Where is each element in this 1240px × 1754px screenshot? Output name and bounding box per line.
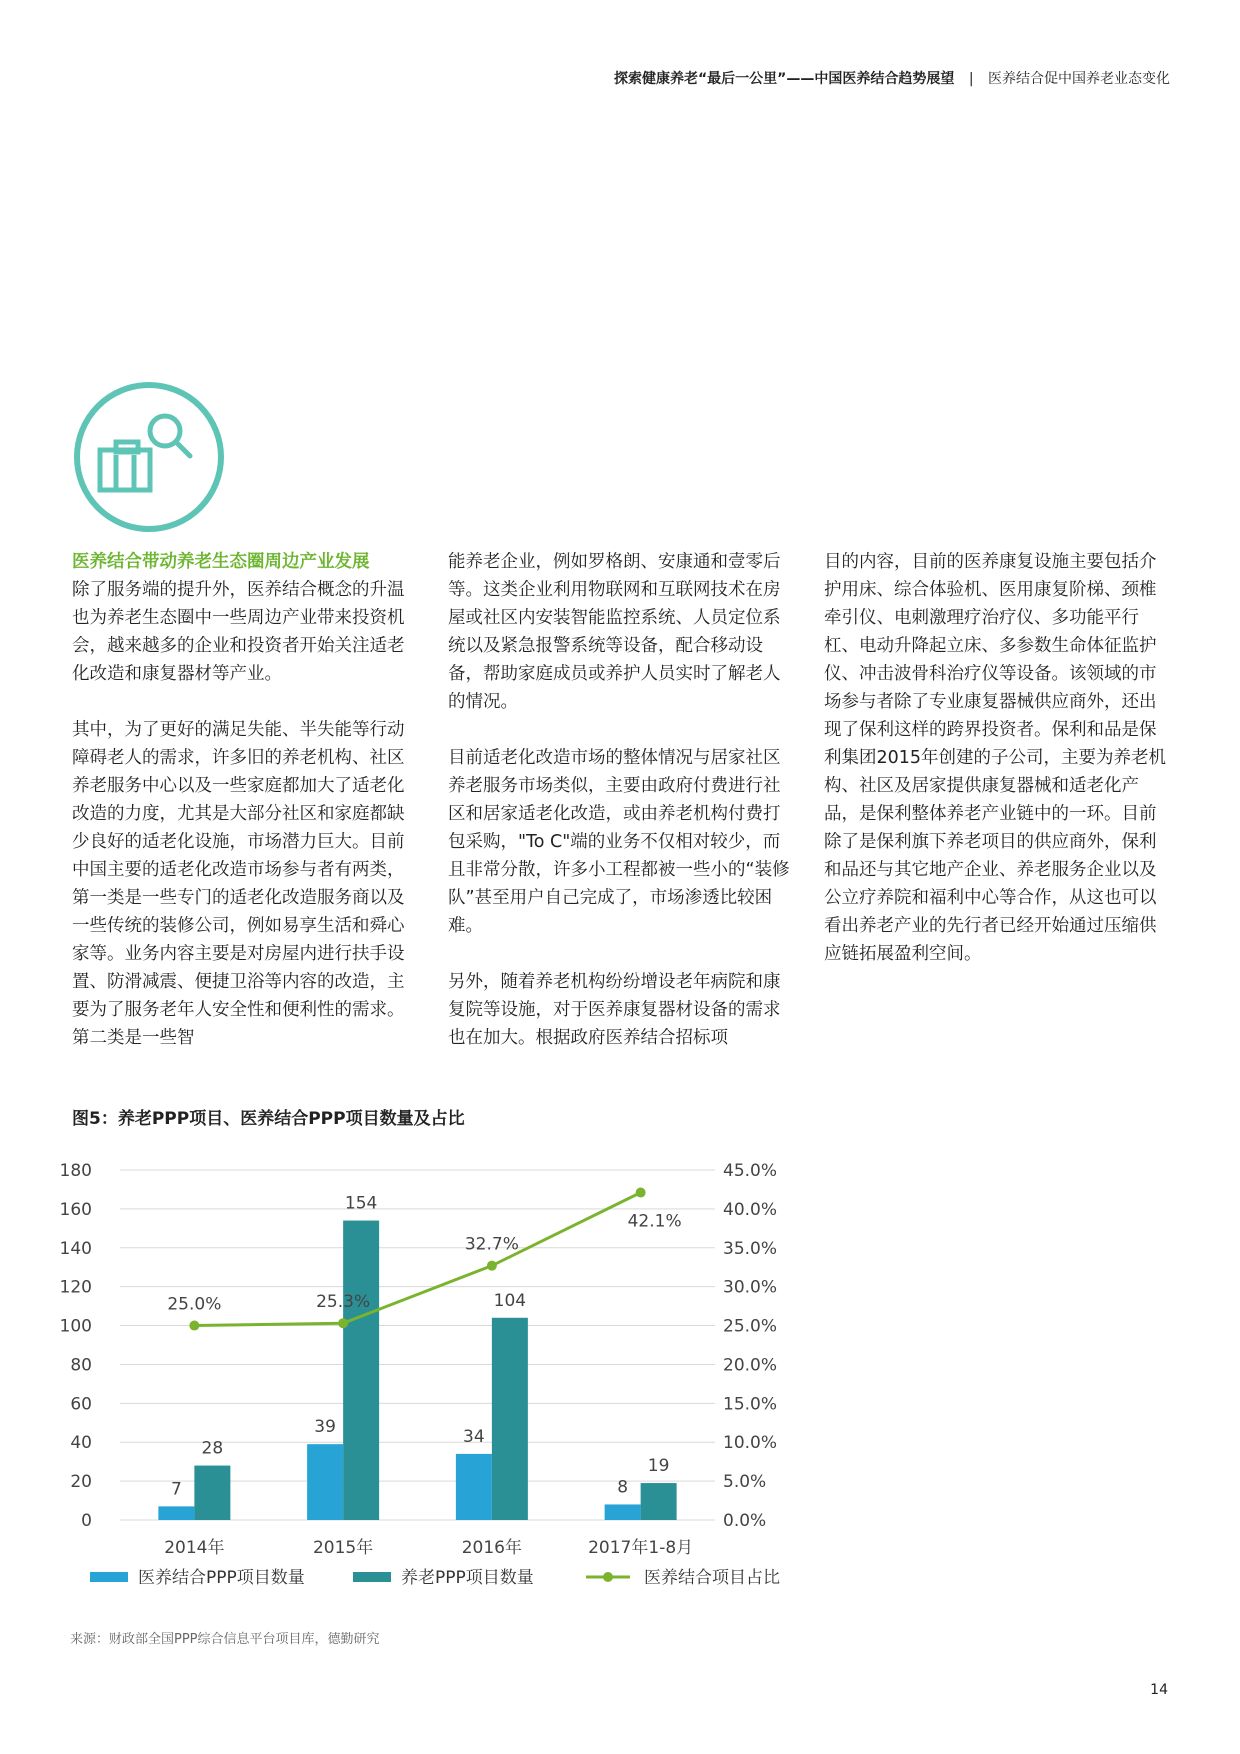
y-tick-label: 40	[70, 1433, 92, 1454]
ratio-data-label: 32.7%	[464, 1234, 519, 1255]
ratio-data-label: 25.0%	[167, 1294, 222, 1315]
y2-tick-label: 30.0%	[723, 1277, 778, 1298]
ratio-data-label: 25.3%	[316, 1292, 371, 1313]
x-tick-label: 2017年1-8月	[588, 1538, 694, 1558]
report-title: 探索健康养老“最后一公里”——中国医养结合趋势展望	[613, 71, 955, 87]
y-tick-label: 0	[81, 1511, 92, 1531]
paragraph: 目前适老化改造市场的整体情况与居家社区养老服务市场类似，主要由政府付费进行社区和居家适老化改造，或由养老机构付费打包采购，"To C"端的业务不仅相对较少，而且非常分散，许多小工程都被一些小的“装修队”甚至用户自己完成了，市场渗透比较困难。	[448, 748, 790, 936]
bar-data-label: 19	[647, 1456, 670, 1477]
search-building-icon	[72, 380, 226, 534]
bar-integrated	[158, 1506, 194, 1520]
bar-data-label: 104	[493, 1290, 527, 1311]
ratio-point	[338, 1318, 348, 1328]
y2-tick-label: 10.0%	[723, 1433, 778, 1454]
ratio-point	[487, 1261, 497, 1271]
paragraph: 除了服务端的提升外，医养结合概念的升温也为养老生态圈中一些周边产业带来投资机会，越来越多的企业和投资者开始关注适老化改造和康复器材等产业。	[72, 580, 405, 684]
y2-tick-label: 20.0%	[723, 1355, 778, 1376]
y-tick-label: 20	[70, 1472, 92, 1493]
legend-label: 医养结合项目占比	[644, 1568, 780, 1588]
bar-elderly	[492, 1318, 528, 1520]
text-column-2	[448, 548, 796, 1080]
bar-integrated	[456, 1454, 492, 1520]
y-tick-label: 100	[60, 1316, 92, 1337]
x-tick-label: 2014年	[164, 1538, 225, 1558]
source-note: 来源：财政部全国PPP综合信息平台项目库，德勤研究	[70, 1632, 380, 1647]
page-number: 14	[1150, 1682, 1168, 1698]
y-tick-label: 60	[70, 1394, 92, 1415]
y2-tick-label: 0.0%	[723, 1511, 767, 1531]
ratio-data-label: 42.1%	[627, 1211, 682, 1232]
text-column-3	[824, 548, 1172, 996]
bar-integrated	[307, 1444, 343, 1520]
legend-swatch	[353, 1572, 391, 1582]
bar-data-label: 8	[617, 1477, 629, 1498]
x-tick-label: 2015年	[312, 1538, 374, 1558]
y-tick-label: 120	[60, 1277, 92, 1298]
bar-data-label: 34	[463, 1426, 485, 1447]
y-tick-label: 140	[60, 1238, 92, 1259]
legend-swatch	[90, 1572, 128, 1582]
y2-tick-label: 45.0%	[723, 1161, 778, 1181]
legend-label: 养老PPP项目数量	[401, 1568, 534, 1588]
y2-tick-label: 25.0%	[723, 1316, 778, 1337]
bar-data-label: 39	[314, 1417, 336, 1438]
y-tick-label: 80	[70, 1355, 92, 1376]
legend-label: 医养结合PPP项目数量	[138, 1568, 305, 1588]
paragraph: 目的内容，目前的医养康复设施主要包括介护用床、综合体验机、医用康复阶梯、颈椎牵引仪、电刺激理疗治疗仪、多功能平行杠、电动升降起立床、多参数生命体征监护仪、冲击波骨科治疗仪等设备。该领域的市场参与者除了专业康复器械供应商外，还出现了保利这样的跨界投资者。保利和品是保利集团2015年创建的子公司，主要为养老机构、社区及居家提供康复器械和适老化产品，是保利整体养老产业链中的一环。目前除了是保利旗下养老项目的供应商外，保利和品还与其它地产企业、养老服务企业以及公立疗养院和福利中心等合作，从这也可以看出养老产业的先行者已经开始通过压缩供应链拓展盈利空间。	[824, 552, 1167, 964]
bar-data-label: 7	[170, 1479, 182, 1500]
paragraph: 另外，随着养老机构纷纷增设老年病院和康复院等设施，对于医养康复器材设备的需求也在加大。根据政府医养结合招标项	[448, 972, 781, 1048]
paragraph: 其中，为了更好的满足失能、半失能等行动障碍老人的需求，许多旧的养老机构、社区养老服务中心以及一些家庭都加大了适老化改造的力度，尤其是大部分社区和家庭都缺少良好的适老化设施，市场潜力巨大。目前中国主要的适老化改造市场参与者有两类，第一类是一些专门的适老化改造服务商以及一些传统的装修公司，例如易享生活和舜心家等。业务内容主要是对房屋内进行扶手设置、防滑减震、便捷卫浴等内容的改造，主要为了服务老年人安全性和便利性的需求。第二类是一些智	[72, 720, 405, 1048]
x-tick-label: 2016年	[461, 1538, 523, 1558]
bar-elderly	[343, 1221, 379, 1520]
y-tick-label: 180	[60, 1161, 92, 1181]
y2-tick-label: 5.0%	[723, 1472, 767, 1493]
page-header	[614, 68, 1170, 88]
ratio-point	[189, 1321, 199, 1331]
paragraph: 能养老企业，例如罗格朗、安康通和壹零后等。这类企业利用物联网和互联网技术在房屋或社区内安装智能监控系统、人员定位系统以及紧急报警系统等设备，配合移动设备，帮助家庭成员或养护人员实时了解老人的情况。	[448, 552, 781, 712]
bar-data-label: 28	[201, 1438, 224, 1459]
y2-tick-label: 40.0%	[723, 1199, 778, 1220]
bar-elderly	[194, 1466, 230, 1520]
bar-integrated	[605, 1504, 641, 1520]
text-column-1	[72, 548, 420, 1080]
legend-swatch-marker	[603, 1572, 613, 1582]
figure-title: 图5：养老PPP项目、医养结合PPP项目数量及占比	[72, 1109, 465, 1129]
ratio-line	[194, 1193, 640, 1326]
y2-tick-label: 35.0%	[723, 1238, 778, 1259]
bar-data-label: 154	[344, 1193, 378, 1214]
y-tick-label: 160	[60, 1199, 92, 1220]
bar-elderly	[641, 1483, 677, 1520]
ppp-projects-chart	[60, 1150, 810, 1610]
y2-tick-label: 15.0%	[723, 1394, 778, 1415]
header-separator: |	[968, 71, 974, 87]
section-name: 医养结合促中国养老业态变化	[988, 71, 1170, 87]
ratio-point	[636, 1188, 646, 1198]
section-title: 医养结合带动养老生态圈周边产业发展	[72, 552, 370, 572]
